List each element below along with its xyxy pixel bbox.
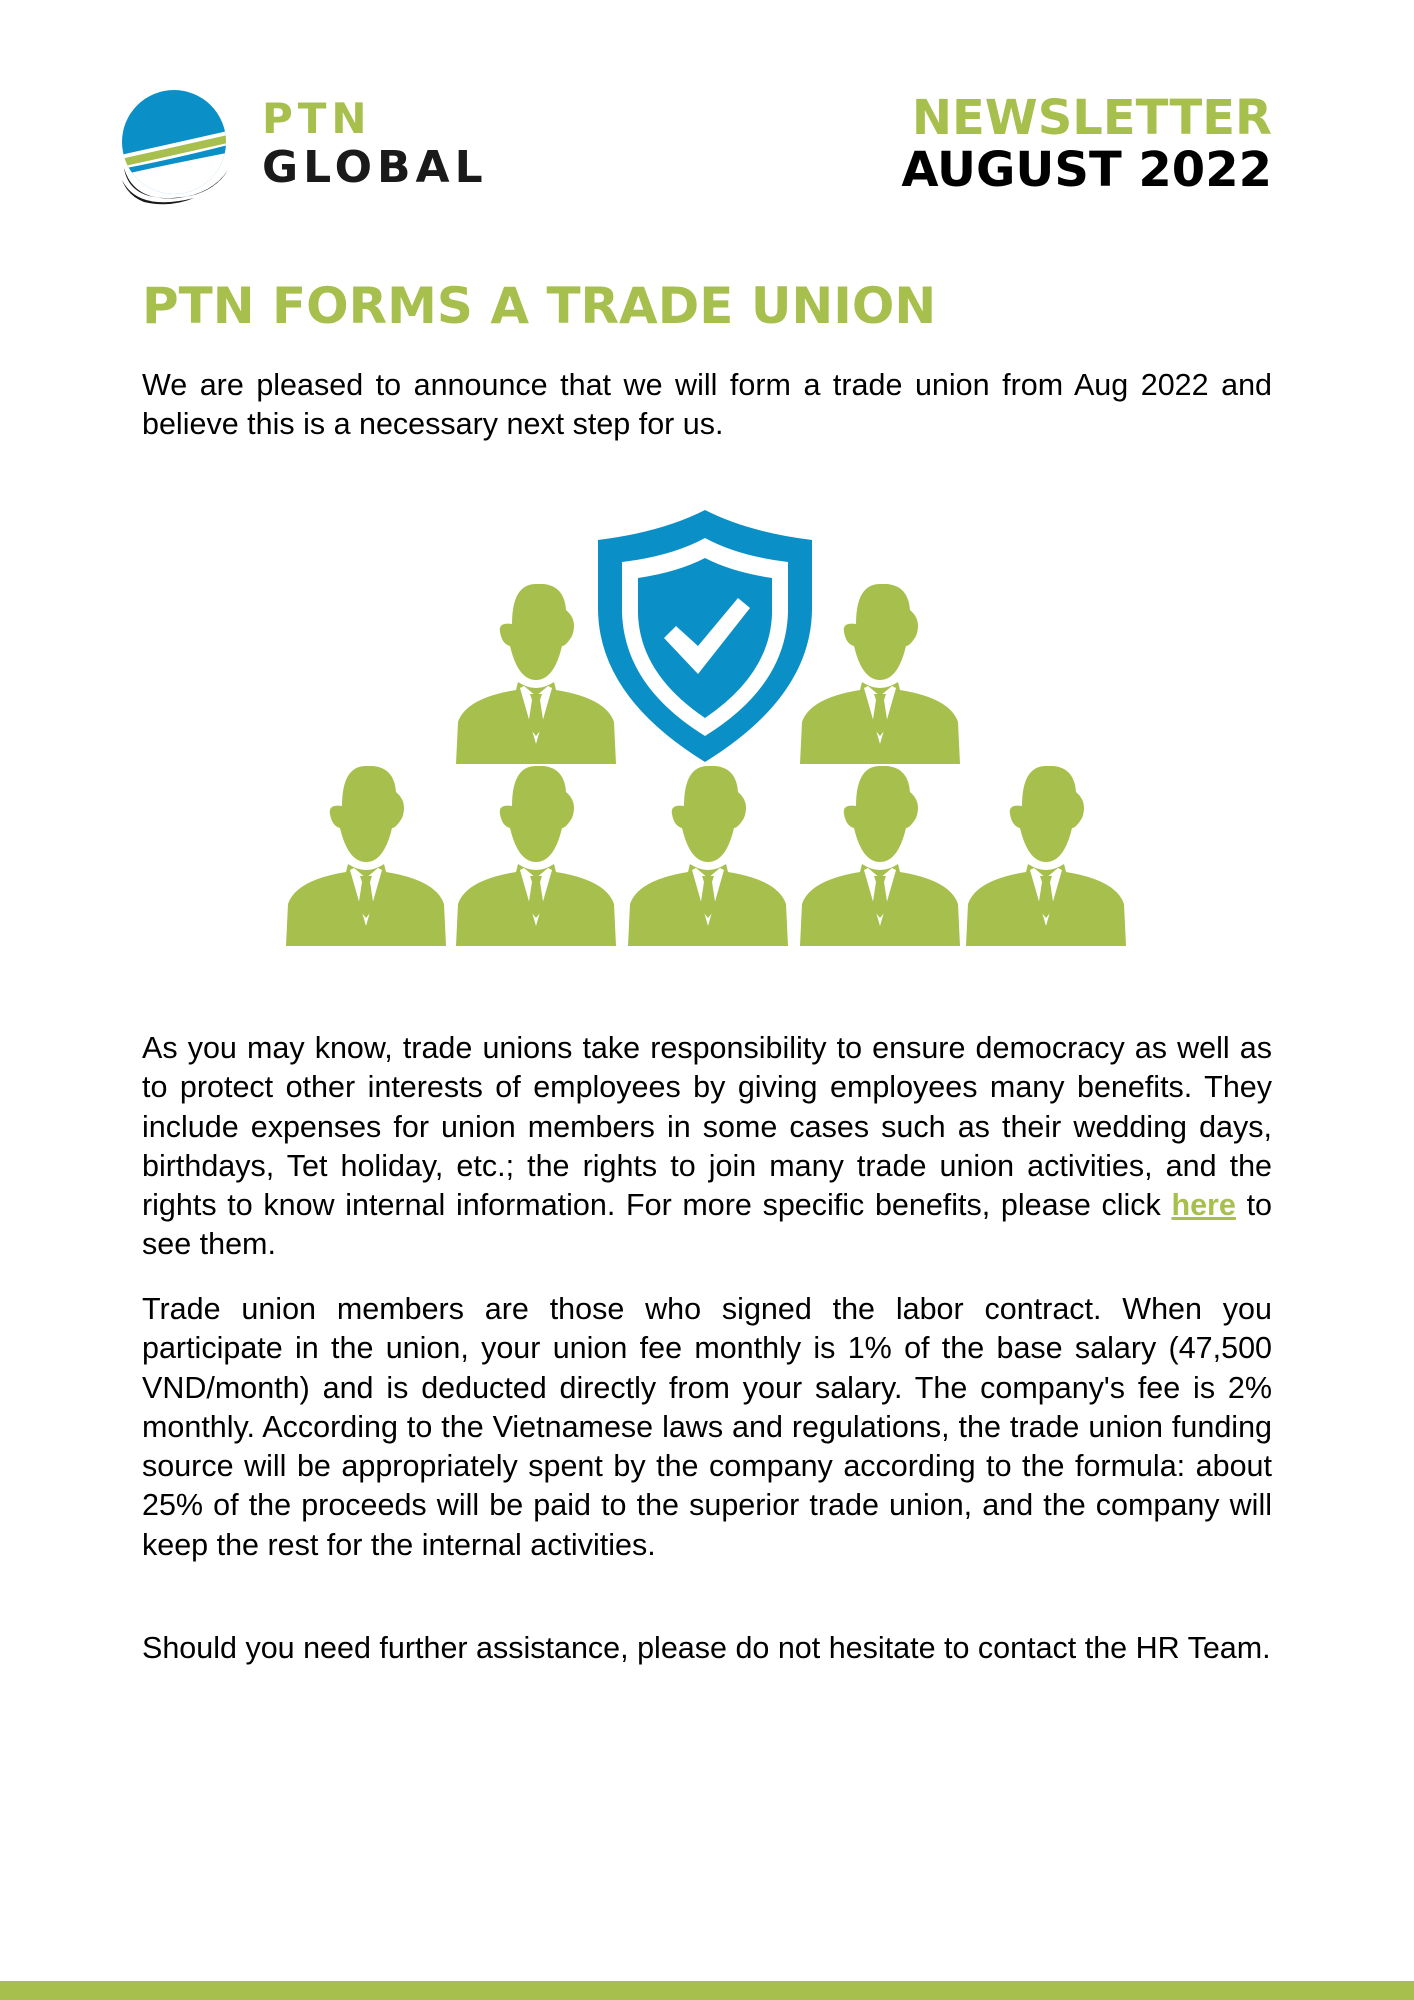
newsletter-label: NEWSLETTER <box>911 90 1272 146</box>
benefits-link[interactable]: here <box>1171 1188 1236 1223</box>
logo-ptn-text: PTN <box>262 94 372 143</box>
company-logo <box>120 88 488 210</box>
trade-union-illustration <box>280 500 1130 960</box>
newsletter-date: AUGUST 2022 <box>901 142 1272 198</box>
benefits-paragraph <box>142 1029 1272 1265</box>
shield-check-icon <box>598 510 812 762</box>
benefits-text-end: to see them. <box>142 1188 1273 1262</box>
newsletter-masthead <box>901 90 1272 198</box>
person-icon <box>800 584 960 764</box>
contact-paragraph: Should you need further assistance, please do not hesitate to contact the HR Team. <box>142 1631 1271 1665</box>
person-icon <box>286 766 446 946</box>
person-icon <box>800 766 960 946</box>
membership-fee-paragraph: Trade union members are those who signed the labor contract. When you participate in the union, your union fee monthly is 1% of the base salary (47,500 VND/month) and is deducted directly from your salary. The company's fee is 2% monthly. According to the Vietnamese laws and regulations, the trade union funding source will be appropriately spent by the company according to the formula: about 25% of the proceeds will be paid to the superior trade union, and the company will keep the rest for the internal activities. <box>142 1292 1272 1562</box>
intro-paragraph: We are pleased to announce that we will form a trade union from Aug 2022 and believe this is a necessary next step for us. <box>142 368 1272 442</box>
benefits-text: As you may know, trade unions take responsibility to ensure democracy as well as to protect other interests of employees by giving employees many benefits. They include expenses for union members in some cases such as their wedding days, birthdays, Tet holiday, etc.; the rights to join many trade union activities, and the rights to know internal information. For more specific benefits, please click <box>142 1031 1272 1223</box>
person-icon <box>966 766 1126 946</box>
person-icon <box>628 766 788 946</box>
person-icon <box>456 766 616 946</box>
globe-swoosh-icon <box>120 88 232 210</box>
person-icon <box>456 584 616 764</box>
footer-bar <box>0 1981 1414 2000</box>
logo-global-text: GLOBAL <box>262 142 488 193</box>
article-title: PTN FORMS A TRADE UNION <box>142 277 937 335</box>
